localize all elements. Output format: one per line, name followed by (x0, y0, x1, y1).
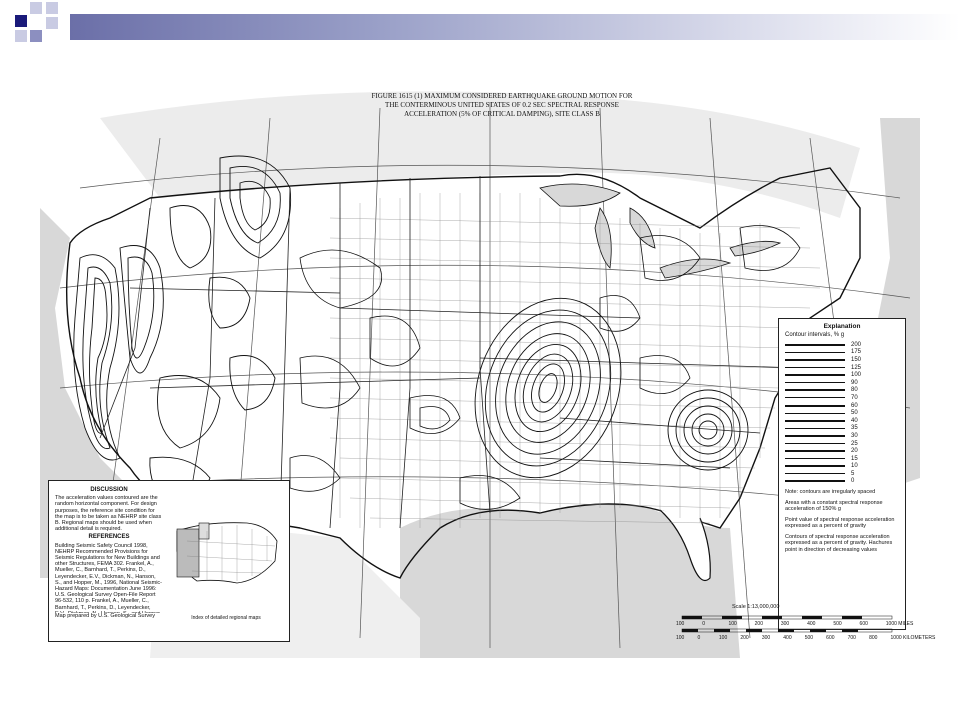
legend-contour-line (785, 458, 845, 459)
references-text: Building Seismic Safety Council 1998, NEHRP Recommended Provisions for Seismic Regulations for New Buildings and other Structures, FEMA 302. Frankel, A., Mueller, C., Barnhard, T., Perkins, D., Leyendecker, E.V., Dickman, N., Hanson, S., and Hopper, M., 1996, National Seismic-Hazard Maps: Documentation June 1996: U.S. Geological Survey Open-File Report 96-532, 110 p. Frankel, A., Mueller, C., Barnhard, T., Perkins, D., Leyendecker, (55, 542, 162, 611)
legend-note-point: Point value of spectral response acceleration expressed as a percent of gravity (785, 516, 895, 530)
legend-contour-value: 25 (851, 440, 858, 447)
legend-header: Explanation (823, 323, 861, 330)
scale-tick-label: 800 (869, 635, 878, 641)
legend-contour-row (785, 417, 899, 425)
legend-contour-value: 80 (851, 387, 858, 394)
legend-contour-row (785, 356, 899, 364)
scale-tick-label: 700 (847, 635, 856, 641)
scale-tick-label: 300 (780, 621, 790, 627)
legend-contour-row (785, 440, 899, 448)
legend-contour-line (785, 428, 845, 429)
legend-contour-row (785, 364, 899, 372)
map-legend (778, 318, 906, 630)
legend-contour-line (785, 382, 845, 383)
scale-tick-label: 100 (676, 621, 685, 627)
index-mini-map (167, 501, 285, 611)
scale-tick-label: 0 (702, 621, 705, 627)
references-header: REFERENCES (88, 534, 130, 541)
scale-tick-label: 1000 KILOMETERS (890, 635, 936, 641)
legend-contour-line (785, 480, 845, 482)
legend-contour-value: 15 (851, 455, 858, 462)
legend-contour-value: 60 (851, 402, 858, 409)
slide-decoration (0, 0, 80, 50)
legend-contour-line (785, 397, 845, 398)
legend-contour-line (785, 344, 845, 346)
legend-contour-value: 50 (851, 410, 858, 417)
legend-note-arrow: Contours of spectral response acceleration expressed as a percent of gravity. Hachures point in direction of decreasing values (785, 533, 893, 553)
legend-contour-value: 40 (851, 417, 858, 424)
scale-tick-label: 100 (728, 621, 737, 627)
slide-title-bar (70, 14, 960, 40)
legend-contour-line (785, 389, 845, 391)
legend-note-dashed: Note: contours are irregularly spaced (785, 489, 876, 496)
legend-contour-value: 0 (851, 478, 855, 485)
scale-tick-label: 400 (807, 621, 816, 627)
discussion-header: DISCUSSION (90, 487, 128, 493)
mini-map-caption: Index of detailed regional maps (191, 615, 261, 621)
scale-tick-label: 300 (761, 635, 771, 641)
scale-tick-label: 200 (754, 621, 763, 627)
legend-contour-value: 150 (851, 356, 862, 363)
deco-square-light (30, 2, 42, 14)
legend-contour-value: 175 (851, 349, 862, 356)
map-credit: Map prepared by U.S. Geological Survey (55, 612, 155, 619)
legend-contour-value: 90 (851, 379, 858, 386)
deco-square-light (46, 17, 58, 29)
figure-title-line-3: ACCELERATION (5% OF CRITICAL DAMPING), SITE CLASS B (404, 110, 600, 118)
legend-contour-row (785, 425, 899, 433)
legend-contour-row (785, 341, 899, 349)
legend-contour-line (785, 405, 845, 407)
legend-contour-value: 200 (851, 341, 862, 348)
scale-tick-label: 600 (859, 621, 868, 627)
deco-square-light (30, 30, 42, 42)
legend-contour-row (785, 349, 899, 357)
scale-tick-label: 0 (697, 635, 701, 641)
legend-contour-row (785, 432, 899, 440)
legend-contour-row (785, 478, 899, 486)
inset-text-column (55, 485, 163, 619)
legend-contour-row (785, 387, 899, 395)
deco-square-mid (46, 2, 58, 14)
legend-contour-value: 100 (851, 372, 862, 379)
scale-tick-label: 600 (826, 635, 835, 641)
legend-contour-line (785, 473, 845, 474)
scale-ratio: Scale 1:13,000,000 (732, 604, 780, 610)
scale-tick-label: 500 (833, 621, 842, 627)
legend-contour-list (785, 341, 899, 485)
legend-contour-line (785, 413, 845, 414)
legend-contour-row (785, 409, 899, 417)
scale-tick-label: 1000 MILES (885, 621, 914, 627)
legend-contour-row (785, 371, 899, 379)
deco-square-dark (15, 15, 27, 27)
scale-tick-label: 100 (718, 635, 728, 641)
scale-tick-label: 400 (783, 635, 792, 641)
discussion-text: The acceleration values contoured are the random horizontal component. For design purposes, the reference site condition for the map is to be taken as NEHRP site class B. Regional maps should be used when additional detail is required. (55, 495, 162, 533)
legend-contour-line (785, 359, 845, 361)
legend-contour-row (785, 447, 899, 455)
legend-contour-line (785, 352, 845, 353)
discussion-inset (48, 480, 290, 642)
legend-contour-line (785, 465, 845, 467)
legend-contour-row (785, 455, 899, 463)
legend-subheader: Contour intervals, % g (785, 332, 845, 338)
deco-square-light (15, 30, 27, 42)
legend-contour-row (785, 470, 899, 478)
legend-contour-value: 125 (851, 364, 862, 371)
legend-contour-line (785, 420, 845, 422)
scale-tick-label: 500 (804, 635, 814, 641)
legend-contour-row (785, 402, 899, 410)
legend-contour-value: 5 (851, 470, 855, 477)
scale-tick-label: 200 (740, 635, 749, 641)
figure-title-line-2: THE CONTERMINOUS UNITED STATES OF 0.2 SEC SPECTRAL RESPONSE (385, 101, 619, 109)
scale-bar (672, 604, 936, 644)
legend-contour-value: 20 (851, 448, 858, 455)
legend-contour-line (785, 443, 845, 444)
legend-contour-line (785, 367, 845, 368)
legend-contour-line (785, 374, 845, 376)
legend-contour-value: 10 (851, 463, 858, 470)
legend-contour-row (785, 463, 899, 471)
legend-note-box: Areas with a constant spectral response acceleration of 150% g (785, 499, 883, 513)
legend-contour-value: 35 (851, 425, 858, 432)
scale-tick-label: 100 (676, 635, 685, 641)
figure-title-line-1: FIGURE 1615 (1) MAXIMUM CONSIDERED EARTHQUAKE GROUND MOTION FOR (371, 92, 633, 100)
legend-contour-value: 30 (851, 432, 858, 439)
legend-contour-value: 70 (851, 394, 858, 401)
legend-contour-row (785, 379, 899, 387)
legend-contour-line (785, 435, 845, 437)
legend-contour-row (785, 394, 899, 402)
legend-contour-line (785, 450, 845, 452)
